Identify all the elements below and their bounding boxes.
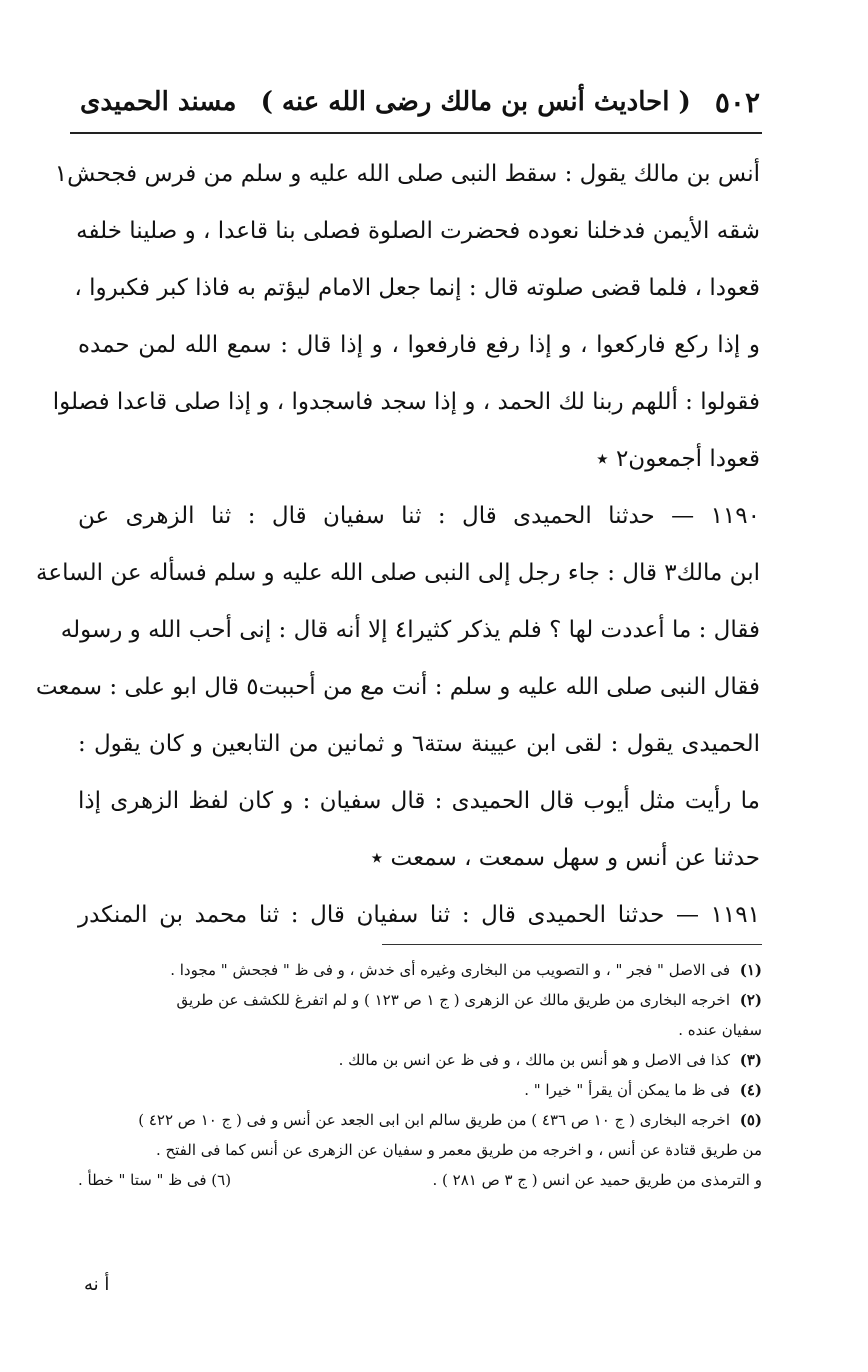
footnote-5-6-line [78,1165,762,1195]
text-line: فقال النبى صلى الله عليه و سلم : أنت مع من أحببت٥ قال ابو على : سمعت [35,674,760,700]
text-line: فقولوا : أللهم ربنا لك الحمد ، و إذا سجد فاسجدوا ، و إذا صلى قاعدا فصلوا [52,389,760,415]
book-title: مسند الحميدى [80,87,237,117]
running-title: ( احاديث أنس بن مالك رضى الله عنه ) [260,87,691,117]
footnote-3: (٣) كذا فى الاصل و هو أنس بن مالك ، و فى ظ عن انس بن مالك . [338,1051,762,1069]
text-line: ما رأيت مثل أيوب قال الحميدى : قال سفيان : و كان لفظ الزهرى إذا [78,788,760,814]
footnote-4: (٤) فى ظ ما يمكن أن يقرأ " خيرا " . [524,1081,762,1099]
text-line: ابن مالك٣ قال : جاء رجل إلى النبى صلى الله عليه و سلم فسأله عن الساعة [36,560,760,586]
footnotes [78,955,762,1195]
text-line: الحميدى يقول : لقى ابن عيينة ستة٦ و ثمانين من التابعين و كان يقول : [78,731,760,757]
text-line: أنس بن مالك يقول : سقط النبى صلى الله عليه و سلم من فرس فجحش١ [54,161,760,187]
hadith-1190-start: ١١٩٠ — حدثنا الحميدى قال : ثنا سفيان قال : ثنا الزهرى عن [78,503,760,529]
footnote-1: (١) فى الاصل " فجر " ، و التصويب من البخارى وغيره أى خدش ، و فى ظ " فجحش " مجودا . [170,961,762,979]
footnote-5-end: و الترمذى من طريق حميد عن انس ( ج ٣ ص ٢٨١ ) . [432,1171,762,1189]
text-line: قعودا ، فلما قضى صلوته قال : إنما جعل الامام ليؤتم به فاذا كبر فكبروا ، [74,275,760,301]
text-line: قعودا أجمعون٢ ٭ [596,446,760,472]
text-line: حدثنا عن أنس و سهل سمعت ، سمعت ٭ [370,845,760,871]
footnote-6: (٦) فى ظ " ستا " خطأ . [78,1171,232,1189]
text-line: فقال : ما أعددت لها ؟ فلم يذكر كثيرا٤ إلا أنه قال : إنى أحب الله و رسوله [60,617,760,643]
footnote-2-cont: سفيان عنده . [678,1021,762,1039]
footnote-5-cont: من طريق قتادة عن أنس ، و اخرجه من طريق معمر و سفيان عن الزهرى عن أنس كما فى الفتح . [155,1141,762,1159]
main-text [35,146,760,944]
text-line: و إذا ركع فاركعوا ، و إذا رفع فارفعوا ، و إذا قال : سمع الله لمن حمده [78,332,760,358]
header-rule [70,132,762,134]
page-number: ٥٠٢ [714,85,760,119]
page-header [80,80,760,124]
footnote-5: (٥) اخرجه البخارى ( ج ١٠ ص ٤٣٦ ) من طريق سالم ابن ابى الجعد عن أنس و فى ( ج ١٠ ص ٤٢٢ ) [138,1111,762,1129]
footnote-2: (٢) اخرجه البخارى من طريق مالك عن الزهرى ( ج ١ ص ١٢٣ ) و لم اتفرغ للكشف عن طريق [176,991,762,1009]
hadith-1191-start: ١١٩١ — حدثنا الحميدى قال : ثنا سفيان قال : ثنا محمد بن المنكدر [78,902,760,928]
footnote-rule [382,944,762,945]
catchword: أ نه [84,1274,110,1295]
text-line: شقه الأيمن فدخلنا نعوده فحضرت الصلوة فصلى بنا قاعدا ، و صلينا خلفه [76,218,760,244]
